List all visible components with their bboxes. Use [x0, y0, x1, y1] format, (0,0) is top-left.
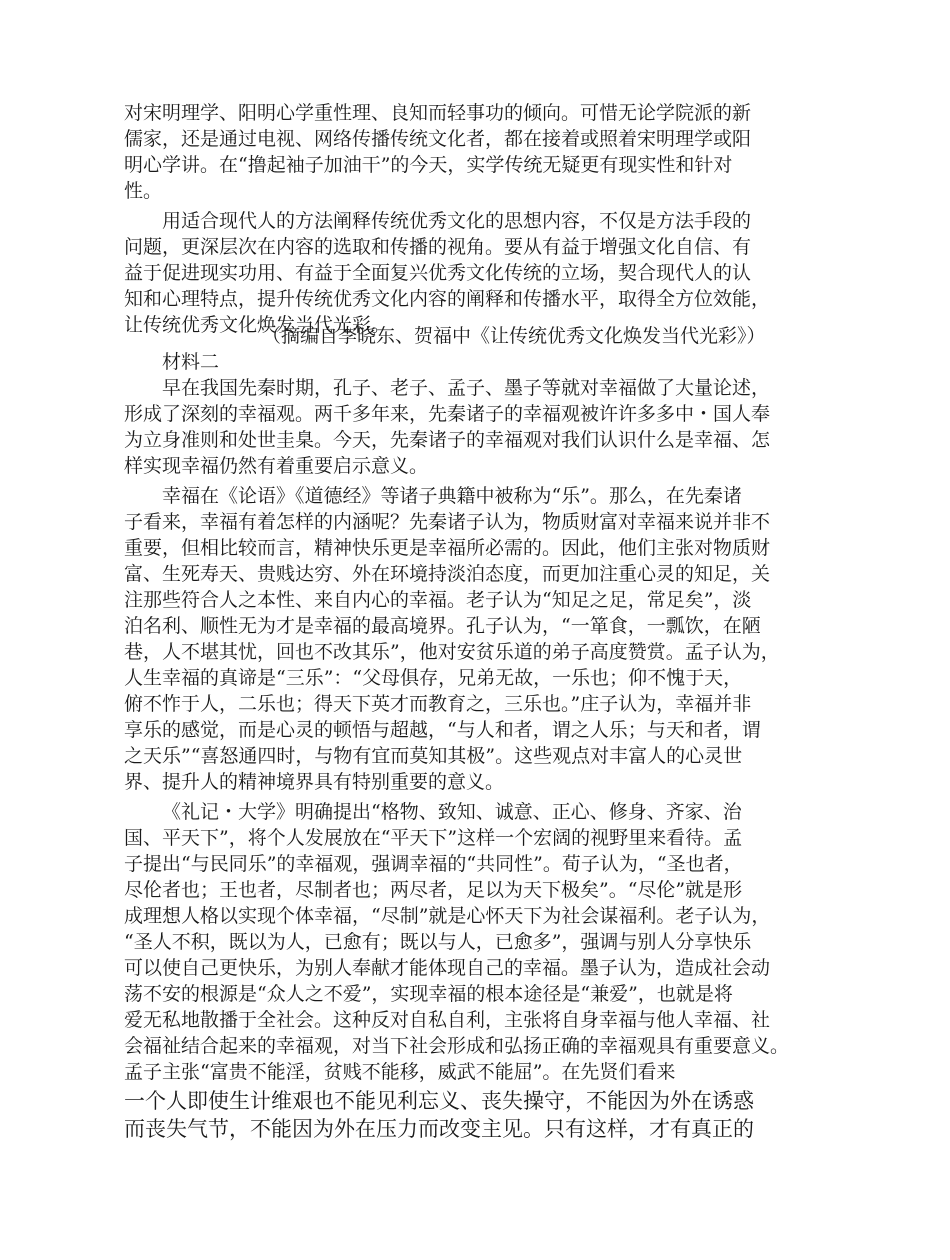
text-line: 子看来，幸福有着怎样的内涵呢？先秦诸子认为，物质财富对幸福来说并非不: [124, 511, 771, 533]
text-line: 爱无私地散播于全社会。这种反对自私自利，主张将自身幸福与他人幸福、社: [124, 1009, 771, 1031]
text-line: 会福祉结合起来的幸福观，对当下社会形成和弘扬正确的幸福观具有重要意义。: [124, 1035, 790, 1057]
text-line: 对宋明理学、阳明心学重性理、良知而轻事功的倾向。可惜无论学院派的新: [124, 102, 752, 124]
text-line: 《礼记・大学》明确提出“格物、致知、诚意、正心、修身、齐家、治: [162, 801, 742, 823]
text-line: 尽伦者也；王也者，尽制者也；两尽者，足以为天下极矣”。“尽伦”就是形: [124, 879, 743, 901]
text-line: 可以使自己更快乐，为别人奉献才能体现自己的幸福。墨子认为，造成社会动: [124, 957, 771, 979]
text-line: 样实现幸福仍然有着重要启示意义。: [124, 455, 429, 477]
section-heading: 材料二: [162, 351, 220, 373]
text-line: 巷，人不堪其忧，回也不改其乐”，他对安贫乐道的弟子高度赞赏。孟子认为，: [124, 641, 780, 663]
text-line: 益于促进现实功用、有益于全面复兴优秀文化传统的立场，契合现代人的认: [124, 262, 752, 284]
text-line: 儒家，还是通过电视、网络传播传统文化者，都在接着或照着宋明理学或阳: [124, 128, 752, 150]
text-line: 形成了深刻的幸福观。两千多年来，先秦诸子的幸福观被许许多多中・国人奉: [124, 403, 771, 425]
text-line: 一个人即使生计维艰也不能见利忘义、丧失操守，不能因为外在诱惑: [124, 1089, 754, 1113]
text-line: 荡不安的根源是“众人之不爱”，实现幸福的根本途径是“兼爱”，也就是将: [124, 983, 733, 1005]
text-line: 享乐的感觉，而是心灵的顿悟与超越，“与人和者，谓之人乐；与天和者，谓: [124, 719, 761, 741]
text-line: 让传统优秀文化焕发当代光彩。: [124, 314, 391, 336]
text-line: 重要，但相比较而言，精神快乐更是幸福所必需的。因此，他们主张对物质财: [124, 537, 771, 559]
text-line: 幸福在《论语》《道德经》等诸子典籍中被称为“乐”。那么，在先秦诸: [162, 485, 742, 507]
text-line: 子提出“与民同乐”的幸福观，强调幸福的“共同性”。荀子认为，“圣也者，: [124, 853, 743, 875]
text-line: 性。: [124, 180, 163, 202]
text-line: 知和心理特点，提升传统优秀文化内容的阐释和传播水平，取得全方位效能，: [124, 288, 771, 310]
text-line: 富、生死寿天、贵贱达穷、外在环境持淡泊态度，而更加注重心灵的知足，关: [124, 563, 771, 585]
text-line: 泊名利、顺性无为才是幸福的最高境界。孔子认为，“一箪食，一瓢饮，在陋: [124, 615, 761, 637]
text-line: 人生幸福的真谛是“三乐”：“父母俱存，兄弟无故，一乐也；仰不愧于天，: [124, 667, 743, 689]
text-line: 孟子主张“富贵不能淫，贫贱不能移，威武不能屈”。在先贤们看来: [124, 1061, 676, 1083]
text-line: “圣人不积，既以为人，已愈有；既以与人，已愈多”，强调与别人分享快乐: [124, 931, 752, 953]
text-line: 界、提升人的精神境界具有特别重要的意义。: [124, 771, 505, 793]
text-line: 用适合现代人的方法阐释传统优秀文化的思想内容，不仅是方法手段的: [162, 210, 752, 232]
text-line: 之天乐”“喜怒通四时，与物有宜而莫知其极”。这些观点对丰富人的心灵世: [124, 745, 743, 767]
source-citation: （摘编自李晓东、贺福中《让传统优秀文化焕发当代光彩》）: [262, 325, 766, 347]
text-line: 明心学讲。在“撸起袖子加油干”的今天，实学传统无疑更有现实性和针对: [124, 154, 733, 176]
text-line: 成理想人格以实现个体幸福，“尽制”就是心怀天下为社会谋福利。老子认为，: [124, 905, 771, 927]
text-line: 国、平天下”，将个人发展放在“平天下”这样一个宏阔的视野里来看待。孟: [124, 827, 743, 849]
text-line: 早在我国先秦时期，孔子、老子、孟子、墨子等就对幸福做了大量论述，: [162, 377, 771, 399]
text-line: 问题，更深层次在内容的选取和传播的视角。要从有益于增强文化自信、有: [124, 236, 752, 258]
text-line: 注那些符合人之本性、来自内心的幸福。老子认为“知足之足，常足矣”，淡: [124, 589, 752, 611]
text-line: 而丧失气节，不能因为外在压力而改变主见。只有这样，才有真正的: [124, 1117, 754, 1141]
text-line: 为立身准则和处世圭臬。今天，先秦诸子的幸福观对我们认识什么是幸福、怎: [124, 429, 771, 451]
text-line: 俯不怍于人，二乐也；得天下英才而教育之，三乐也。”庄子认为，幸福并非: [124, 693, 752, 715]
